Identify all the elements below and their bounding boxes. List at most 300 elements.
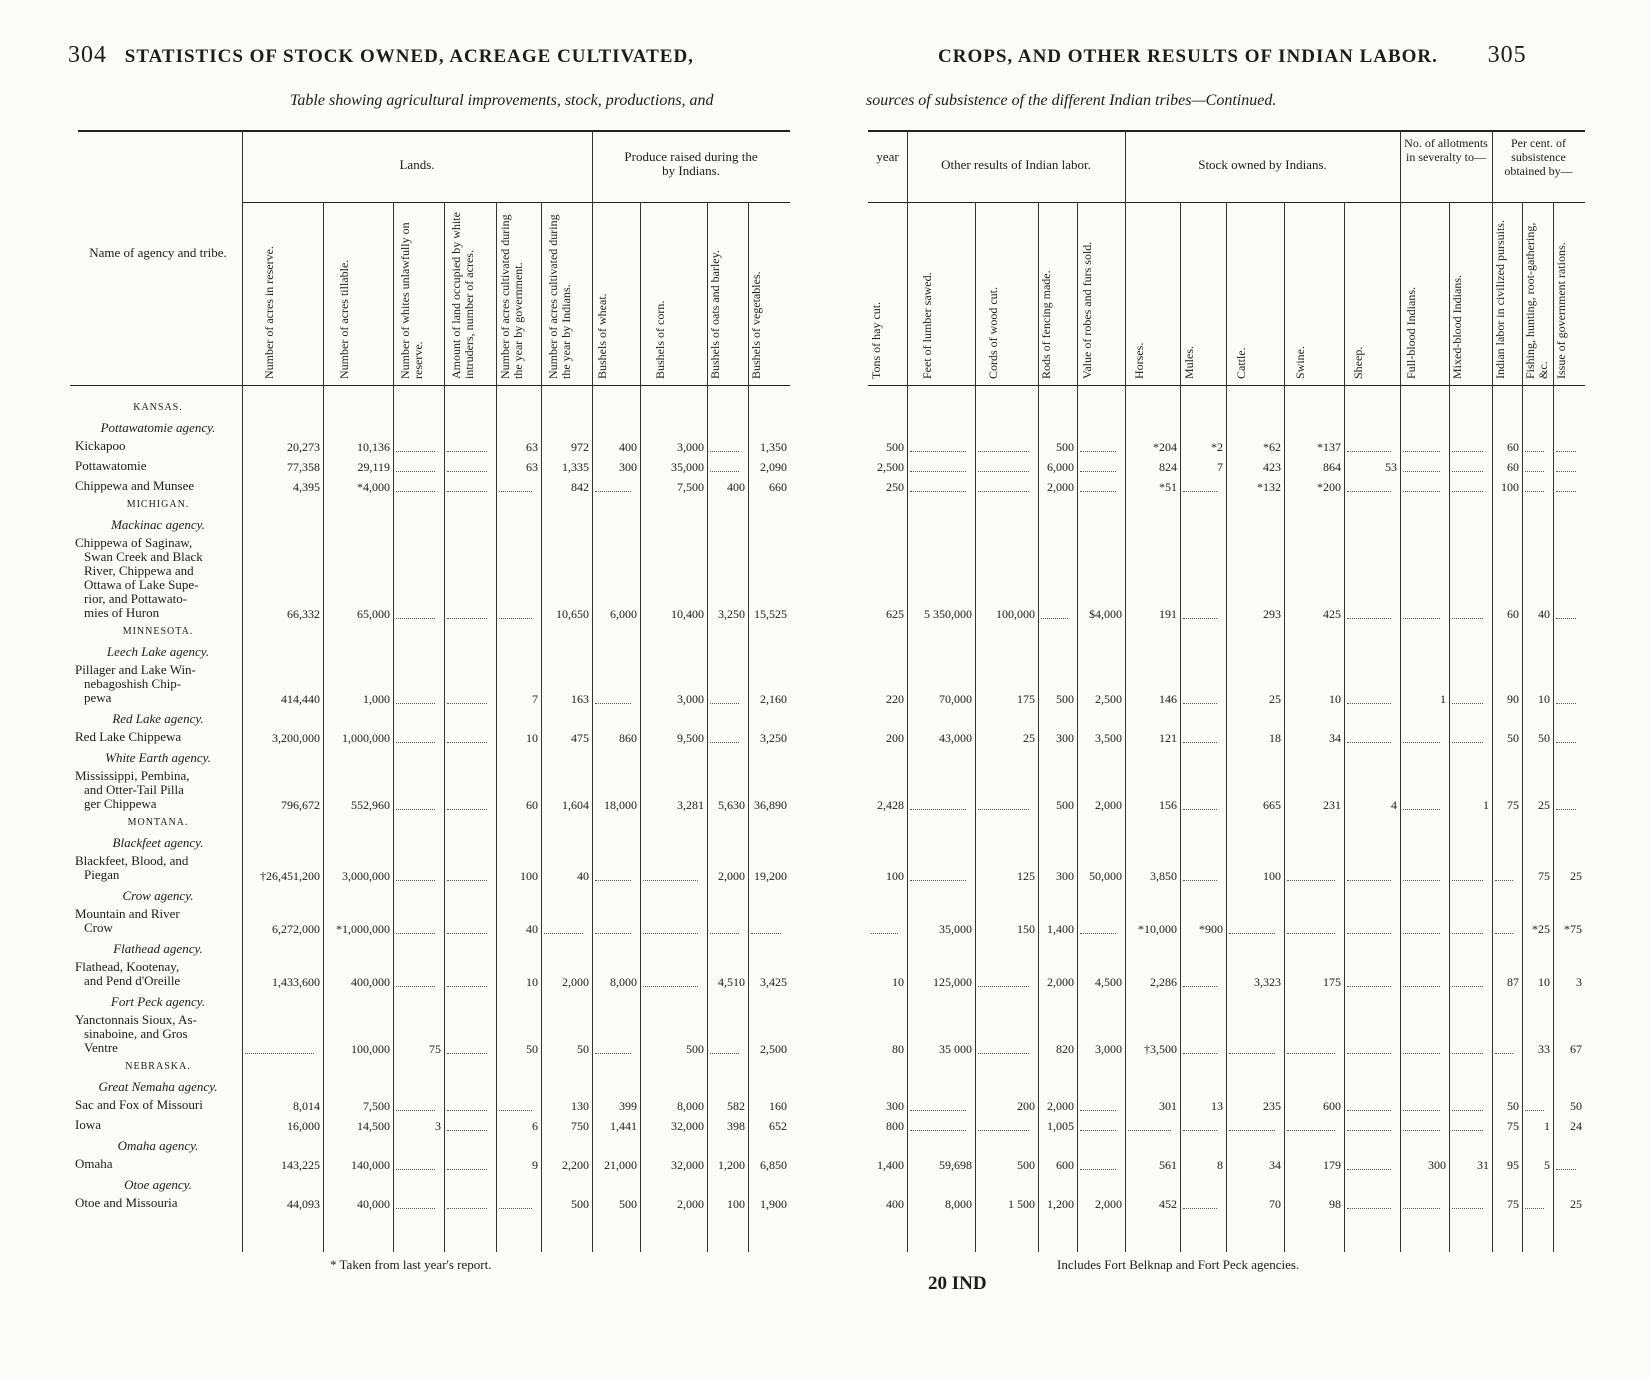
table-cell: 25: [1538, 798, 1550, 812]
table-cell: 75: [429, 1042, 441, 1056]
group-lands: Lands.: [399, 157, 435, 172]
empty-cell-leader: [710, 471, 739, 472]
table-cell: 1,441: [610, 1119, 637, 1133]
tribe-name: Swan Creek and Black: [84, 549, 203, 564]
empty-cell-leader: [1347, 703, 1391, 704]
table-cell: 1,400: [877, 1158, 904, 1172]
empty-cell-leader: [1403, 491, 1440, 492]
tribe-name: Flathead, Kootenay,: [75, 959, 180, 974]
table-cell: †26,451,200: [260, 869, 320, 883]
table-cell: 820: [1056, 1042, 1074, 1056]
tribe-name: Kickapoo: [75, 438, 126, 453]
col-divider-right: [1226, 202, 1227, 1252]
table-cell: 150: [1017, 922, 1035, 936]
table-cell: 5,630: [718, 798, 745, 812]
agency-heading: Red Lake agency.: [112, 711, 204, 726]
table-cell: 130: [571, 1099, 589, 1113]
empty-cell-leader: [871, 933, 898, 934]
state-heading: MICHIGAN.: [126, 499, 190, 510]
table-cell: 10: [526, 975, 538, 989]
table-cell: 1,335: [562, 460, 589, 474]
empty-cell-leader: [499, 1208, 532, 1209]
empty-cell-leader: [1403, 809, 1440, 810]
column-header: Fishing, hunting, root-gathering, &c.: [1523, 222, 1550, 379]
table-cell: 179: [1323, 1158, 1341, 1172]
empty-cell-leader: [1556, 491, 1576, 492]
table-cell: 10,400: [671, 607, 704, 621]
table-cell: *10,000: [1138, 922, 1177, 936]
empty-cell-leader: [643, 933, 698, 934]
empty-cell-leader: [1287, 1130, 1335, 1131]
state-heading: MINNESOTA.: [122, 626, 194, 637]
table-cell: 2,500: [1095, 692, 1122, 706]
empty-cell-leader: [1525, 471, 1544, 472]
table-cell: 25: [1269, 692, 1281, 706]
agency-heading: Mackinac agency.: [111, 517, 205, 532]
table-cell: 75: [1538, 869, 1550, 883]
col-divider-left: [640, 202, 641, 1252]
table-cell: *204: [1153, 440, 1177, 454]
caption-right: sources of subsistence of the different Indian tribes—Continued.: [866, 92, 1277, 109]
empty-cell-leader: [396, 618, 435, 619]
table-cell: 2,500: [877, 460, 904, 474]
table-cell: *900: [1199, 922, 1223, 936]
empty-cell-leader: [396, 986, 435, 987]
empty-cell-leader: [1183, 491, 1217, 492]
empty-cell-leader: [1525, 491, 1544, 492]
empty-cell-leader: [1452, 703, 1483, 704]
table-cell: 191: [1159, 607, 1177, 621]
empty-cell-leader: [1347, 742, 1391, 743]
table-cell: 31: [1477, 1158, 1489, 1172]
table-cell: 175: [1017, 692, 1035, 706]
tribe-name: ger Chippewa: [84, 796, 157, 811]
empty-cell-leader: [1041, 618, 1068, 619]
table-cell: 300: [1428, 1158, 1446, 1172]
table-cell: 3,323: [1254, 975, 1281, 989]
table-cell: 70,000: [939, 692, 972, 706]
table-cell: 3,250: [718, 607, 745, 621]
column-header: Bushels of wheat.: [595, 293, 609, 379]
table-cell: 66,332: [287, 607, 320, 621]
table-cell: 660: [769, 480, 787, 494]
agency-heading: Great Nemaha agency.: [98, 1079, 218, 1094]
left-page-number: 304: [68, 42, 107, 68]
empty-cell-leader: [1403, 742, 1440, 743]
empty-cell-leader: [447, 703, 487, 704]
table-cell: 1,000: [363, 692, 390, 706]
tribe-name: Mountain and River: [75, 906, 180, 921]
table-cell: 399: [619, 1099, 637, 1113]
agency-heading: Otoe agency.: [124, 1177, 192, 1192]
table-cell: 50: [1570, 1099, 1582, 1113]
table-cell: 3,500: [1095, 731, 1122, 745]
empty-cell-leader: [1287, 1053, 1335, 1054]
empty-cell-leader: [1556, 809, 1576, 810]
empty-cell-leader: [1183, 1130, 1217, 1131]
table-cell: 500: [1056, 440, 1074, 454]
table-cell: 36,890: [754, 798, 787, 812]
empty-cell-leader: [447, 880, 487, 881]
table-cell: 398: [727, 1119, 745, 1133]
agency-heading: Crow agency.: [122, 888, 194, 903]
table-cell: 1,005: [1047, 1119, 1074, 1133]
table-cell: 9,500: [677, 731, 704, 745]
column-header: Feet of lumber sawed.: [920, 272, 934, 379]
table-cell: 25: [1570, 869, 1582, 883]
table-cell: 4,500: [1095, 975, 1122, 989]
tribe-name: mies of Huron: [84, 605, 160, 620]
tribe-name: River, Chippewa and: [84, 563, 194, 578]
col-divider-left: [592, 130, 593, 1252]
empty-cell-leader: [910, 451, 966, 452]
empty-cell-leader: [1556, 703, 1576, 704]
column-header: Cattle.: [1234, 347, 1248, 379]
table-cell: 2,000: [718, 869, 745, 883]
table-cell: 1,604: [562, 798, 589, 812]
table-cell: 100,000: [351, 1042, 390, 1056]
table-cell: 231: [1323, 798, 1341, 812]
table-cell: 98: [1329, 1197, 1341, 1211]
empty-cell-leader: [978, 986, 1029, 987]
empty-cell-leader: [1452, 880, 1483, 881]
table-cell: 34: [1329, 731, 1341, 745]
table-cell: 15,525: [754, 607, 787, 621]
table-cell: 20,273: [287, 440, 320, 454]
table-cell: 1: [1544, 1119, 1550, 1133]
name-col-divider: [242, 130, 243, 1252]
table-cell: 864: [1323, 460, 1341, 474]
col-divider-right: [1077, 202, 1078, 1252]
table-cell: 750: [571, 1119, 589, 1133]
table-cell: 665: [1263, 798, 1281, 812]
table-cell: 70: [1269, 1197, 1281, 1211]
table-cell: 77,358: [287, 460, 320, 474]
table-cell: 2,000: [1047, 480, 1074, 494]
table-cell: 600: [1056, 1158, 1074, 1172]
empty-cell-leader: [396, 491, 435, 492]
empty-cell-leader: [396, 703, 435, 704]
table-cell: 4,510: [718, 975, 745, 989]
table-cell: 7,500: [363, 1099, 390, 1113]
empty-cell-leader: [396, 1110, 435, 1111]
table-cell: 625: [886, 607, 904, 621]
table-cell: 500: [1056, 692, 1074, 706]
empty-cell-leader: [1403, 618, 1440, 619]
col-divider-left: [323, 202, 324, 1252]
empty-cell-leader: [595, 880, 631, 881]
table-cell: 4,395: [293, 480, 320, 494]
empty-cell-leader: [1452, 1110, 1483, 1111]
table-cell: 293: [1263, 607, 1281, 621]
table-cell: †3,500: [1144, 1042, 1177, 1056]
table-cell: 414,440: [281, 692, 320, 706]
column-header: Number of acres tillable.: [337, 259, 351, 379]
name-column-header: Name of agency and tribe.: [89, 245, 227, 260]
empty-cell-leader: [1183, 742, 1217, 743]
empty-cell-leader: [1452, 742, 1483, 743]
table-cell: 13: [1211, 1099, 1223, 1113]
table-cell: 500: [619, 1197, 637, 1211]
table-cell: 60: [1507, 607, 1519, 621]
table-cell: 21,000: [604, 1158, 637, 1172]
table-cell: 40,000: [357, 1197, 390, 1211]
table-cell: 1: [1483, 798, 1489, 812]
empty-cell-leader: [1525, 1208, 1544, 1209]
empty-cell-leader: [910, 471, 966, 472]
empty-cell-leader: [910, 809, 966, 810]
empty-cell-leader: [595, 933, 631, 934]
left-page-title: STATISTICS OF STOCK OWNED, ACREAGE CULTIVATED,: [124, 46, 694, 67]
empty-cell-leader: [1403, 451, 1440, 452]
empty-cell-leader: [1452, 451, 1483, 452]
column-header: Sheep.: [1351, 346, 1365, 379]
table-cell: 1 500: [1008, 1197, 1035, 1211]
empty-cell-leader: [1183, 1053, 1217, 1054]
tribe-name: Iowa: [75, 1117, 101, 1132]
table-cell: 63: [526, 440, 538, 454]
empty-cell-leader: [1128, 1130, 1171, 1131]
empty-cell-leader: [910, 491, 966, 492]
empty-cell-leader: [447, 1053, 487, 1054]
table-cell: 1,350: [760, 440, 787, 454]
table-cell: 800: [886, 1119, 904, 1133]
table-cell: 250: [886, 480, 904, 494]
empty-cell-leader: [978, 1053, 1029, 1054]
table-cell: 53: [1385, 460, 1397, 474]
table-cell: 25: [1023, 731, 1035, 745]
empty-cell-leader: [447, 742, 487, 743]
empty-cell-leader: [1080, 1130, 1116, 1131]
empty-cell-leader: [910, 1130, 966, 1131]
empty-cell-leader: [1556, 471, 1576, 472]
table-cell: 3,850: [1150, 869, 1177, 883]
empty-cell-leader: [1495, 880, 1513, 881]
empty-cell-leader: [1229, 1053, 1275, 1054]
table-cell: 10: [526, 731, 538, 745]
column-header: Issue of government rations.: [1554, 242, 1568, 379]
table-cell: 475: [571, 731, 589, 745]
empty-cell-leader: [978, 451, 1029, 452]
header-bottom-rule-left: [70, 385, 790, 386]
tribe-name: Crow: [84, 920, 113, 935]
empty-cell-leader: [447, 491, 487, 492]
empty-cell-leader: [1183, 1208, 1217, 1209]
empty-cell-leader: [910, 880, 966, 881]
empty-cell-leader: [1452, 986, 1483, 987]
empty-cell-leader: [1525, 451, 1544, 452]
table-cell: 40: [526, 922, 538, 936]
group-stock: Stock owned by Indians.: [1198, 157, 1327, 172]
tribe-name: pewa: [84, 690, 112, 705]
empty-cell-leader: [1080, 471, 1116, 472]
tribe-name: Pillager and Lake Win-: [75, 662, 196, 677]
column-header: Full-blood Indians.: [1403, 287, 1418, 379]
table-cell: 10: [892, 975, 904, 989]
table-cell: 35,000: [671, 460, 704, 474]
table-cell: 7: [532, 692, 538, 706]
empty-cell-leader: [1080, 1169, 1116, 1170]
table-cell: 75: [1507, 798, 1519, 812]
col-divider-right: [1180, 202, 1181, 1252]
table-cell: 1,000,000: [342, 731, 390, 745]
empty-cell-leader: [499, 618, 532, 619]
col-divider-left: [444, 202, 445, 1252]
table-cell: 2,160: [760, 692, 787, 706]
table-cell: *2: [1211, 440, 1223, 454]
col-divider-right: [1284, 202, 1285, 1252]
table-cell: 125: [1017, 869, 1035, 883]
empty-cell-leader: [1287, 880, 1335, 881]
empty-cell-leader: [1452, 618, 1483, 619]
table-cell: 100: [727, 1197, 745, 1211]
table-cell: 6,000: [1047, 460, 1074, 474]
tribe-name: Yanctonnais Sioux, As-: [75, 1012, 197, 1027]
table-cell: 2,000: [1095, 798, 1122, 812]
group-produce-right: year: [876, 149, 899, 164]
empty-cell-leader: [447, 986, 487, 987]
col-divider-right: [975, 202, 976, 1252]
table-cell: 561: [1159, 1158, 1177, 1172]
group-produce-left2: by Indians.: [662, 163, 720, 178]
empty-cell-leader: [499, 491, 532, 492]
table-cell: 235: [1263, 1099, 1281, 1113]
column-header: Bushels of corn.: [652, 300, 667, 379]
empty-cell-leader: [595, 491, 631, 492]
table-cell: 146: [1159, 692, 1177, 706]
table-cell: 7: [1217, 460, 1223, 474]
table-cell: 1,433,600: [272, 975, 320, 989]
table-cell: $4,000: [1089, 607, 1122, 621]
empty-cell-leader: [1347, 933, 1391, 934]
empty-cell-leader: [1452, 1130, 1483, 1131]
table-cell: 10,136: [357, 440, 390, 454]
table-cell: 65,000: [357, 607, 390, 621]
empty-cell-leader: [978, 491, 1029, 492]
table-cell: 3,000,000: [342, 869, 390, 883]
table-cell: 5: [1544, 1158, 1550, 1172]
empty-cell-leader: [1452, 1208, 1483, 1209]
table-cell: 63: [526, 460, 538, 474]
table-cell: 100: [520, 869, 538, 883]
table-cell: 43,000: [939, 731, 972, 745]
column-header: Number of acres in reserve.: [261, 246, 276, 379]
table-cell: 2,286: [1150, 975, 1177, 989]
empty-cell-leader: [1403, 933, 1440, 934]
empty-cell-leader: [1287, 933, 1335, 934]
agency-heading: Fort Peck agency.: [110, 994, 206, 1009]
tribe-name: Sac and Fox of Missouri: [75, 1097, 203, 1112]
col-divider-right: [907, 130, 908, 1252]
empty-cell-leader: [1556, 451, 1576, 452]
empty-cell-leader: [643, 880, 698, 881]
empty-cell-leader: [396, 1169, 435, 1170]
table-cell: 75: [1507, 1197, 1519, 1211]
table-cell: 2,090: [760, 460, 787, 474]
empty-cell-leader: [1347, 986, 1391, 987]
table-cell: 175: [1323, 975, 1341, 989]
table-cell: 8,000: [677, 1099, 704, 1113]
empty-cell-leader: [1229, 1130, 1275, 1131]
empty-cell-leader: [1080, 1110, 1116, 1111]
table-cell: 400,000: [351, 975, 390, 989]
table-cell: 75: [1507, 1119, 1519, 1133]
empty-cell-leader: [1347, 1130, 1391, 1131]
table-cell: 18: [1269, 731, 1281, 745]
empty-cell-leader: [1183, 880, 1217, 881]
empty-cell-leader: [447, 451, 487, 452]
table-cell: 156: [1159, 798, 1177, 812]
table-cell: *4,000: [357, 480, 390, 494]
table-cell: 972: [571, 440, 589, 454]
empty-cell-leader: [396, 809, 435, 810]
empty-cell-leader: [1183, 703, 1217, 704]
column-header: Amount of land occupied by white intruders, number of acres.: [449, 212, 476, 379]
table-cell: 400: [727, 480, 745, 494]
table-cell: 3: [435, 1119, 441, 1133]
table-cell: 10: [1538, 975, 1550, 989]
column-header: Tons of hay cut.: [869, 301, 883, 379]
table-cell: 143,225: [281, 1158, 320, 1172]
table-cell: 6,850: [760, 1158, 787, 1172]
table-cell: 3: [1576, 975, 1582, 989]
table-cell: 1,900: [760, 1197, 787, 1211]
table-cell: *132: [1257, 480, 1281, 494]
table-cell: 552,960: [351, 798, 390, 812]
tribe-name: Piegan: [84, 867, 120, 882]
table-cell: 6,272,000: [272, 922, 320, 936]
right-running-header: [938, 42, 1527, 69]
table-cell: 3,425: [760, 975, 787, 989]
col-divider-left: [496, 202, 497, 1252]
state-heading: MONTANA.: [127, 817, 189, 828]
empty-cell-leader: [396, 742, 435, 743]
empty-cell-leader: [710, 742, 739, 743]
table-cell: 3,200,000: [272, 731, 320, 745]
table-cell: 87: [1507, 975, 1519, 989]
empty-cell-leader: [1403, 880, 1440, 881]
table-cell: 300: [619, 460, 637, 474]
empty-cell-leader: [1403, 471, 1440, 472]
table-cell: 2,000: [677, 1197, 704, 1211]
column-header: Mules.: [1182, 346, 1196, 379]
agency-heading: White Earth agency.: [105, 750, 211, 765]
empty-cell-leader: [447, 1110, 487, 1111]
table-cell: 500: [686, 1042, 704, 1056]
table-cell: 796,672: [281, 798, 320, 812]
table-cell: *137: [1317, 440, 1341, 454]
empty-cell-leader: [978, 1130, 1029, 1131]
empty-cell-leader: [1080, 933, 1116, 934]
empty-cell-leader: [910, 1110, 966, 1111]
table-cell: 60: [1507, 440, 1519, 454]
table-cell: 16,000: [287, 1119, 320, 1133]
table-cell: 3,250: [760, 731, 787, 745]
table-cell: 121: [1159, 731, 1177, 745]
tribe-name: sinaboine, and Gros: [84, 1026, 188, 1041]
table-cell: 59,698: [939, 1158, 972, 1172]
table-cell: 824: [1159, 460, 1177, 474]
table-cell: 3,000: [1095, 1042, 1122, 1056]
table-cell: 3,000: [677, 440, 704, 454]
col-divider-left: [541, 202, 542, 1252]
empty-cell-leader: [499, 1110, 532, 1111]
empty-cell-leader: [1452, 491, 1483, 492]
empty-cell-leader: [447, 471, 487, 472]
table-cell: 10,650: [556, 607, 589, 621]
column-header: Indian labor in civilized pursuits.: [1493, 220, 1507, 379]
empty-cell-leader: [710, 1053, 739, 1054]
